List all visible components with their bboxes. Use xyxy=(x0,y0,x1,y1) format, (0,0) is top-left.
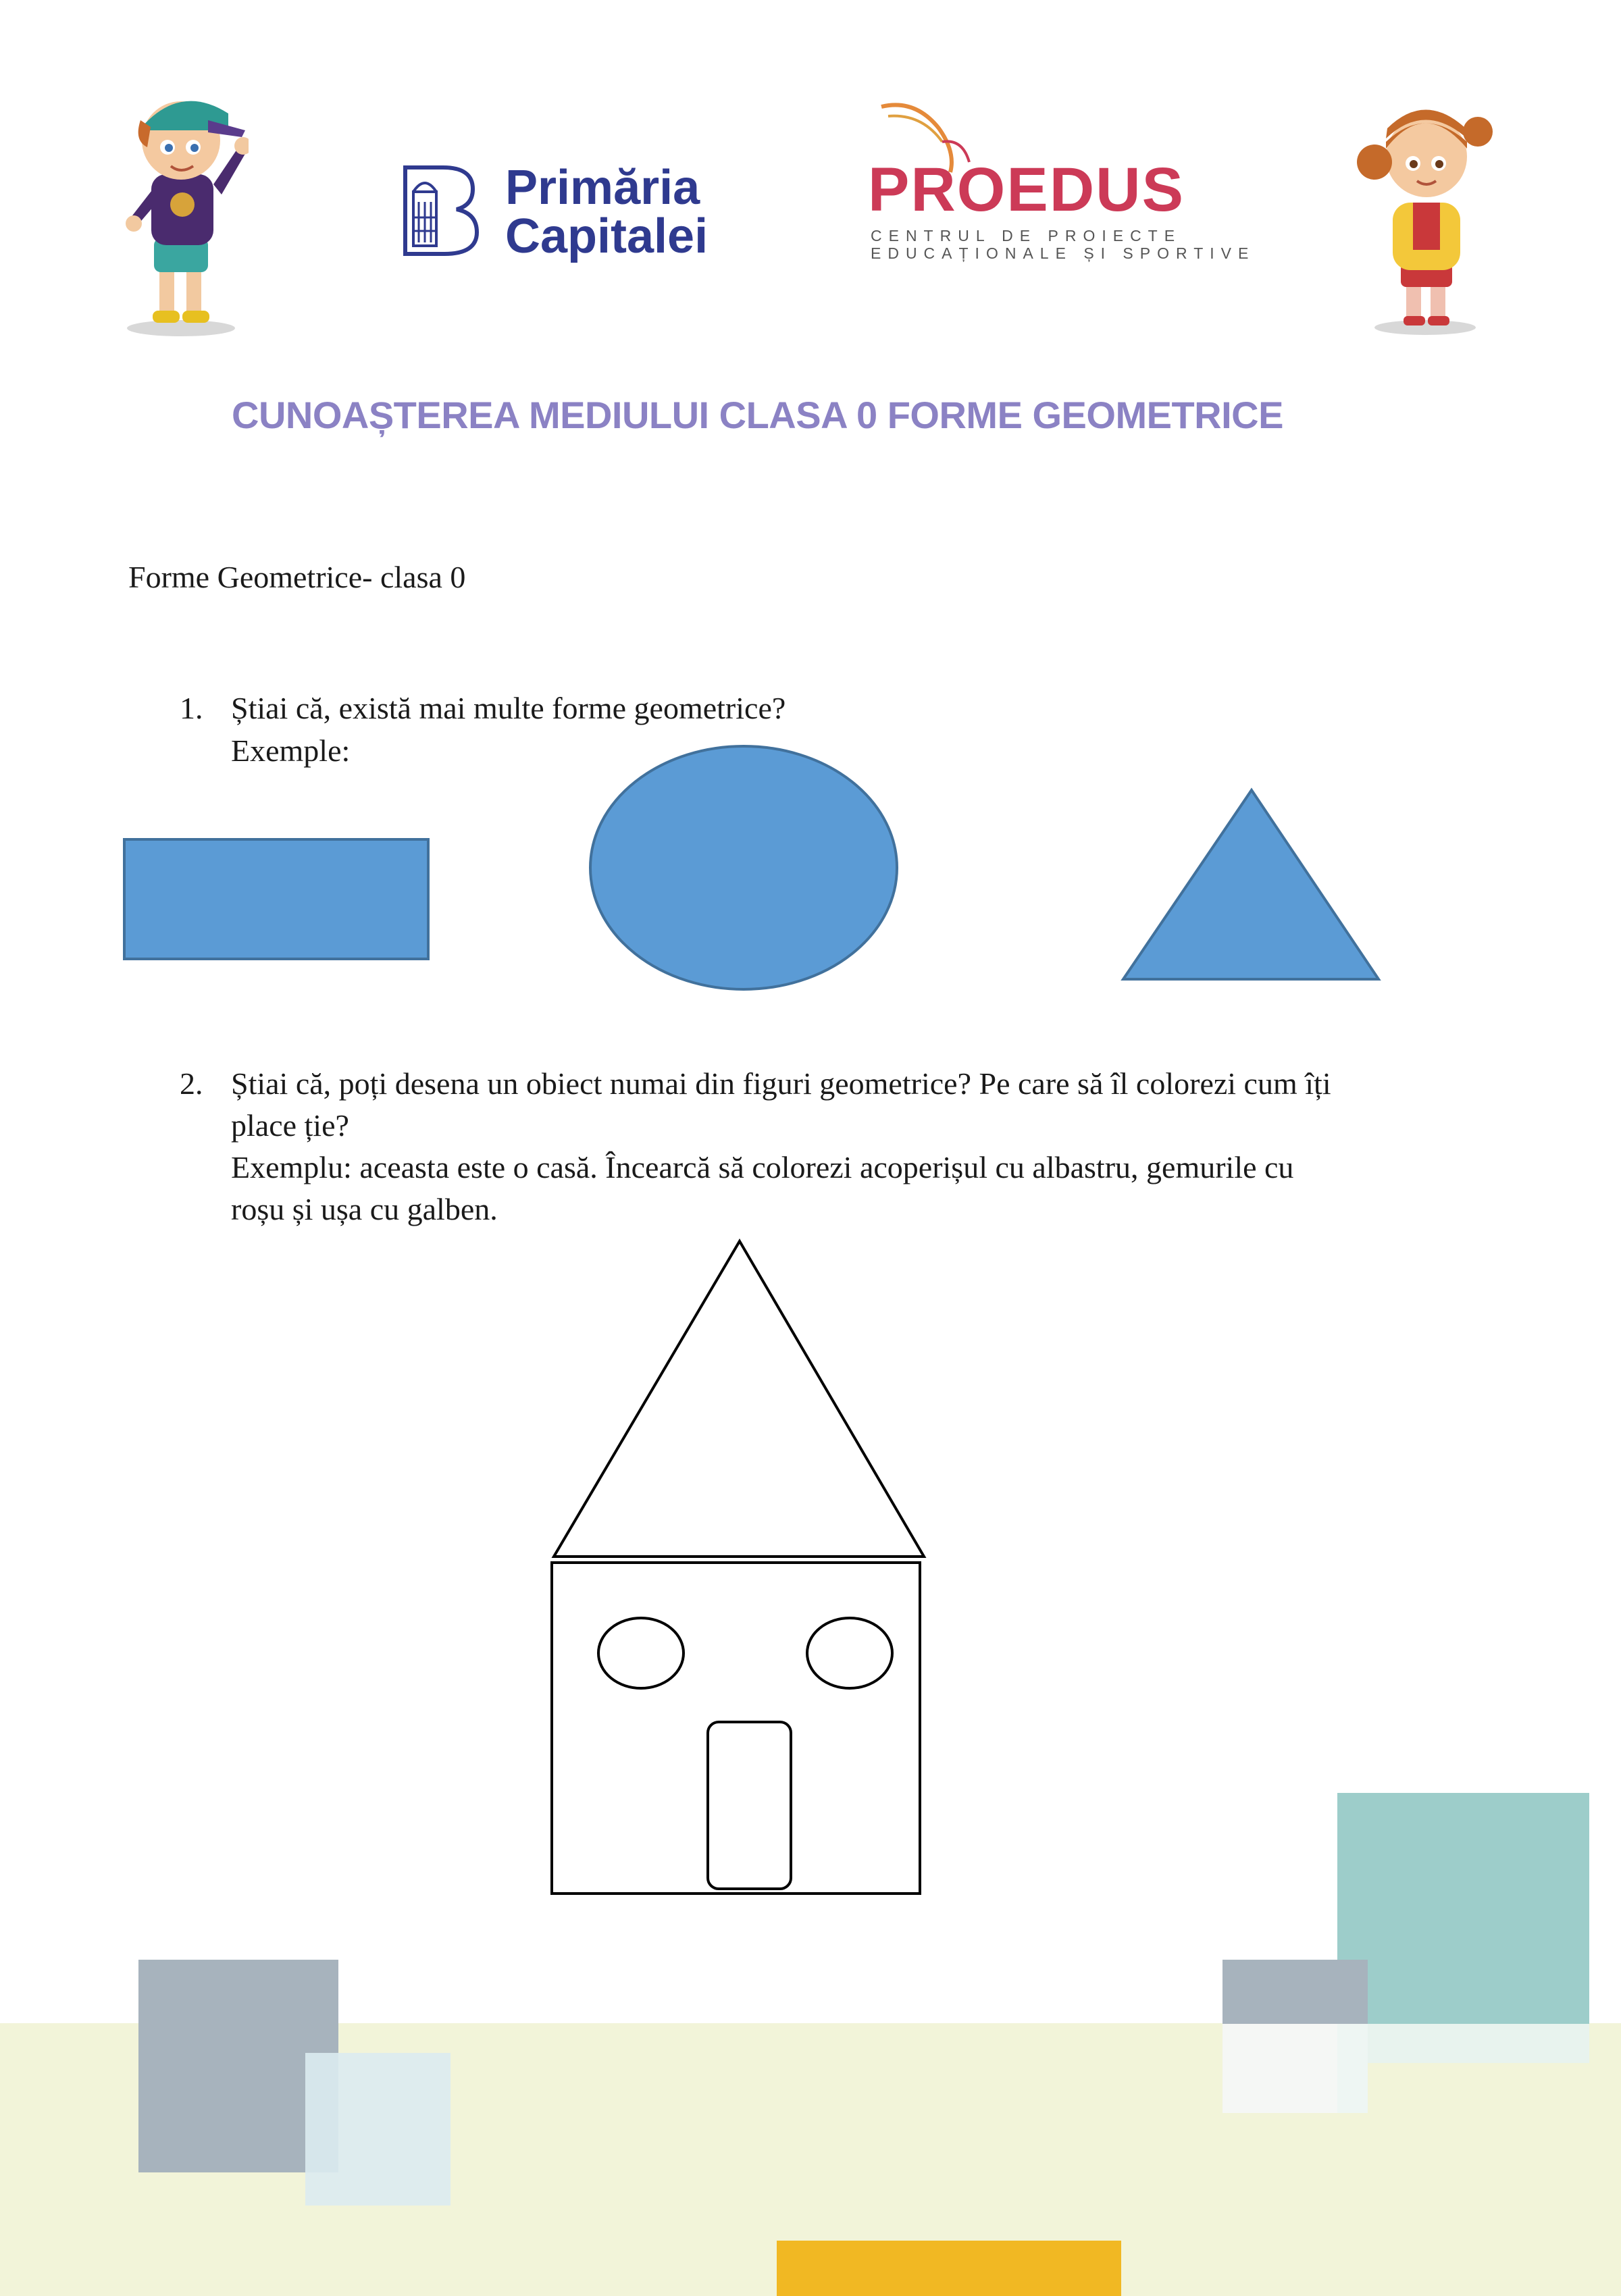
item2-line1: Știai că, poți desena un obiect numai din figuri geometrice? Pe care să îl colorezi cum îți xyxy=(231,1066,1331,1101)
item1-number: 1. xyxy=(180,691,203,725)
house-window-right xyxy=(807,1618,892,1688)
gray-square-right xyxy=(1223,1960,1368,2024)
teal-overlay-lower xyxy=(1368,2024,1589,2063)
triangle-shape xyxy=(1123,790,1379,979)
white-overlay-right xyxy=(1337,2024,1368,2113)
ellipse-shape xyxy=(590,746,897,989)
light-square-left xyxy=(305,2053,451,2206)
item2-line4: roșu și ușa cu galben. xyxy=(231,1192,498,1226)
primaria-emblem-icon xyxy=(403,165,480,257)
house-door xyxy=(708,1722,791,1889)
boy-mascot-icon xyxy=(113,73,249,343)
girl-mascot-icon xyxy=(1351,101,1499,338)
proedus-wordmark: PROEDUS xyxy=(868,155,1185,224)
item2-line3: Exemplu: aceasta este o casă. Încearcă să colorezi acoperișul cu albastru, gemurile cu xyxy=(231,1150,1294,1184)
proedus-subtitle-2: EDUCAȚIONALE ȘI SPORTIVE xyxy=(871,244,1256,262)
primaria-line2: Capitalei xyxy=(505,209,709,263)
proedus-subtitle-1: CENTRUL DE PROIECTE xyxy=(871,227,1182,244)
teal-square-right xyxy=(1337,1793,1589,2063)
page-title: CUNOAȘTEREA MEDIULUI CLASA 0 FORME GEOMETRICE xyxy=(232,394,1283,436)
primaria-capitalei-logo xyxy=(403,159,740,261)
house-roof xyxy=(554,1241,924,1557)
example-shapes xyxy=(0,729,1621,999)
item2-line2: place ție? xyxy=(231,1108,349,1143)
house-window-left xyxy=(598,1618,684,1688)
house-wall xyxy=(552,1563,920,1894)
item1-line1: Știai că, există mai multe forme geometrice? xyxy=(231,691,786,725)
item1-line2: Exemple: xyxy=(231,733,351,768)
rectangle-shape xyxy=(124,839,428,959)
house-drawing xyxy=(527,1229,946,1904)
document-subtitle: Forme Geometrice- clasa 0 xyxy=(128,560,466,594)
yellow-bar xyxy=(777,2241,1121,2296)
proedus-logo xyxy=(868,101,1256,263)
item2-number: 2. xyxy=(180,1066,203,1101)
primaria-line1: Primăria xyxy=(505,161,700,215)
